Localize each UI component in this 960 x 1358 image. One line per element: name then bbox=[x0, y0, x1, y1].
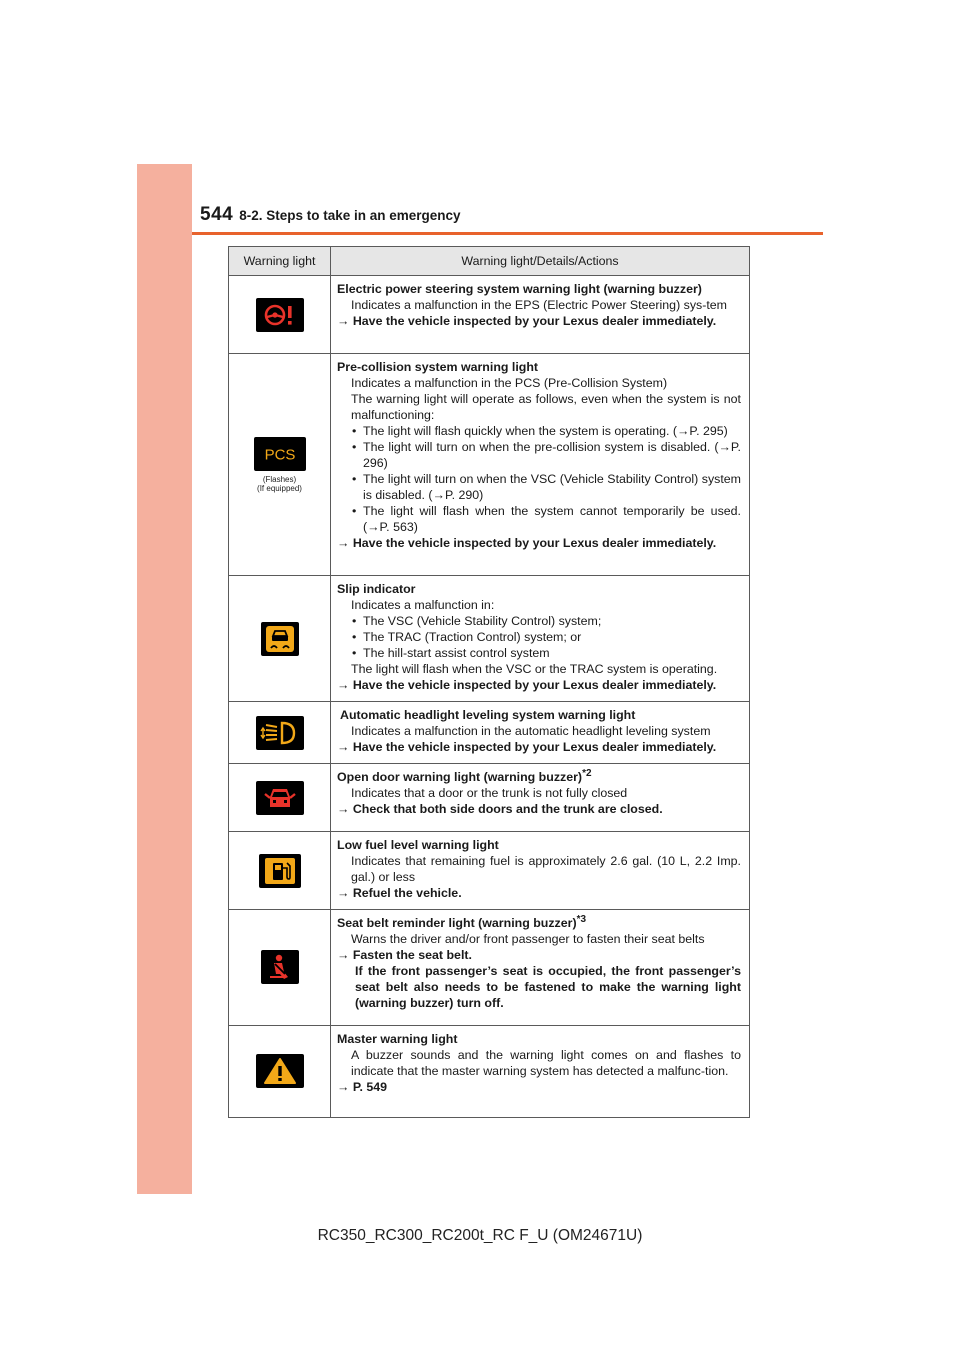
row-detail: Indicates a malfunction in the PCS (Pre-Collision System) bbox=[351, 376, 668, 390]
action-text: Have the vehicle inspected by your Lexus dealer immediately. bbox=[352, 678, 717, 692]
row-action bbox=[337, 947, 741, 963]
row-action bbox=[337, 535, 741, 551]
row-title bbox=[337, 769, 741, 785]
row-detail: A buzzer sounds and the warning light comes on and flashes to indicate that the master warning system has detected a malfunc-tion. bbox=[351, 1048, 741, 1078]
table-header-row bbox=[229, 247, 750, 276]
header-rule bbox=[192, 232, 823, 235]
row-title: Pre-collision system warning light bbox=[337, 360, 539, 374]
master-warning-icon bbox=[256, 1054, 304, 1088]
bullet-item: • The light will turn on when the pre-collision system is disabled. (→P. 296) bbox=[337, 439, 741, 471]
row-detail: Warns the driver and/or front passenger to fasten their seat belts bbox=[351, 932, 705, 946]
page-footer: RC350_RC300_RC200t_RC F_U (OM24671U) bbox=[317, 1227, 643, 1244]
table-row bbox=[229, 276, 750, 354]
action-arrow: → bbox=[337, 740, 350, 754]
section-title: 8-2. Steps to take in an emergency bbox=[239, 208, 461, 223]
table-row bbox=[229, 832, 750, 910]
action-arrow: → bbox=[337, 314, 350, 328]
action-text: P. 549 bbox=[352, 1080, 388, 1094]
row-action bbox=[337, 677, 741, 693]
icon-cell bbox=[229, 276, 331, 354]
action-text: Have the vehicle inspected by your Lexus dealer immediately. bbox=[352, 740, 717, 754]
column-header-warning-light: Warning light bbox=[229, 247, 331, 276]
action-arrow: → bbox=[337, 886, 350, 900]
action-text: Check that both side doors and the trunk are closed. bbox=[352, 802, 663, 816]
row-action-detail: If the front passenger’s seat is occupied, the front passenger’s seat belt also needs to be fastened to make the warning light (warning buzzer) turn off. bbox=[355, 964, 741, 1010]
pcs-icon-label: PCS bbox=[264, 446, 295, 463]
icon-cell bbox=[229, 764, 331, 832]
icon-cell bbox=[229, 576, 331, 702]
icon-cell bbox=[229, 1026, 331, 1118]
icon-cell bbox=[229, 354, 331, 576]
action-text: Have the vehicle inspected by your Lexus dealer immediately. bbox=[352, 314, 717, 328]
details-cell bbox=[331, 576, 750, 702]
table-row bbox=[229, 910, 750, 1026]
details-cell bbox=[331, 832, 750, 910]
row-action bbox=[337, 1079, 741, 1095]
icon-caption: (If equipped) bbox=[257, 483, 302, 493]
row-title: Low fuel level warning light bbox=[337, 838, 499, 852]
side-color-band bbox=[137, 164, 192, 1194]
bullet-item: • The TRAC (Traction Control) system; or bbox=[337, 629, 741, 645]
table-row bbox=[229, 702, 750, 764]
footnote-marker: *2 bbox=[582, 767, 592, 779]
icon-cell bbox=[229, 910, 331, 1026]
table-row bbox=[229, 576, 750, 702]
row-detail: Indicates that a door or the trunk is not fully closed bbox=[351, 786, 628, 800]
icon-cell bbox=[229, 832, 331, 910]
fuel-pump-icon bbox=[259, 854, 301, 888]
action-arrow: → bbox=[337, 1080, 350, 1094]
row-action bbox=[337, 313, 741, 329]
row-action bbox=[337, 885, 741, 901]
table-row bbox=[229, 1026, 750, 1118]
bullet-item: • The light will flash when the system cannot temporarily be used. (→P. 563) bbox=[337, 503, 741, 535]
details-cell bbox=[331, 276, 750, 354]
row-detail: The light will flash when the VSC or the TRAC system is operating. bbox=[351, 662, 718, 676]
bullet-item: • The light will flash quickly when the system is operating. (→P. 295) bbox=[337, 423, 741, 439]
row-title: Master warning light bbox=[337, 1032, 458, 1046]
details-cell bbox=[331, 764, 750, 832]
details-cell bbox=[331, 354, 750, 576]
row-action bbox=[337, 801, 741, 817]
row-detail: Indicates a malfunction in the EPS (Electric Power Steering) sys-tem bbox=[351, 298, 728, 312]
row-detail: Indicates that remaining fuel is approximately 2.6 gal. (10 L, 2.2 Imp. gal.) or less bbox=[351, 854, 741, 884]
slip-indicator-icon bbox=[261, 622, 299, 656]
icon-cell bbox=[229, 702, 331, 764]
table-row bbox=[229, 354, 750, 576]
row-title bbox=[337, 915, 741, 931]
action-arrow: → bbox=[337, 802, 350, 816]
row-detail: Indicates a malfunction in the automatic headlight leveling system bbox=[351, 724, 711, 738]
headlight-leveling-icon bbox=[256, 716, 304, 750]
row-title: Electric power steering system warning light (warning buzzer) bbox=[337, 282, 702, 296]
column-header-details: Warning light/Details/Actions bbox=[331, 247, 750, 276]
row-title: Automatic headlight leveling system warning light bbox=[340, 708, 636, 722]
row-action bbox=[337, 739, 741, 755]
bullet-item: • The VSC (Vehicle Stability Control) system; bbox=[337, 613, 741, 629]
action-arrow: → bbox=[337, 948, 350, 962]
eps-warning-icon bbox=[256, 298, 304, 332]
page-number: 544 bbox=[200, 204, 234, 225]
details-cell bbox=[331, 910, 750, 1026]
bullet-item: • The hill-start assist control system bbox=[337, 645, 741, 661]
seat-belt-icon bbox=[261, 950, 299, 984]
table-row bbox=[229, 764, 750, 832]
title-text: Open door warning light (warning buzzer) bbox=[337, 770, 583, 784]
bullet-item: • The light will turn on when the VSC (Vehicle Stability Control) system is disabled. (→P. 290) bbox=[337, 471, 741, 503]
warning-light-table bbox=[228, 246, 750, 1118]
action-text: Refuel the vehicle. bbox=[352, 886, 462, 900]
pcs-warning-icon bbox=[254, 437, 306, 471]
details-cell bbox=[331, 702, 750, 764]
action-arrow: → bbox=[337, 536, 350, 550]
row-title: Slip indicator bbox=[337, 582, 416, 596]
page-header bbox=[200, 204, 461, 232]
action-text: Fasten the seat belt. bbox=[352, 948, 472, 962]
action-arrow: → bbox=[337, 678, 350, 692]
icon-caption: (Flashes) bbox=[262, 474, 297, 484]
row-detail: The warning light will operate as follows, even when the system is not malfunctioning: bbox=[351, 392, 741, 422]
footnote-marker: *3 bbox=[576, 913, 587, 925]
open-door-icon bbox=[256, 781, 304, 815]
title-text: Seat belt reminder light (warning buzzer) bbox=[337, 916, 577, 930]
action-text: Have the vehicle inspected by your Lexus dealer immediately. bbox=[352, 536, 717, 550]
details-cell bbox=[331, 1026, 750, 1118]
row-detail: Indicates a malfunction in: bbox=[351, 598, 495, 612]
